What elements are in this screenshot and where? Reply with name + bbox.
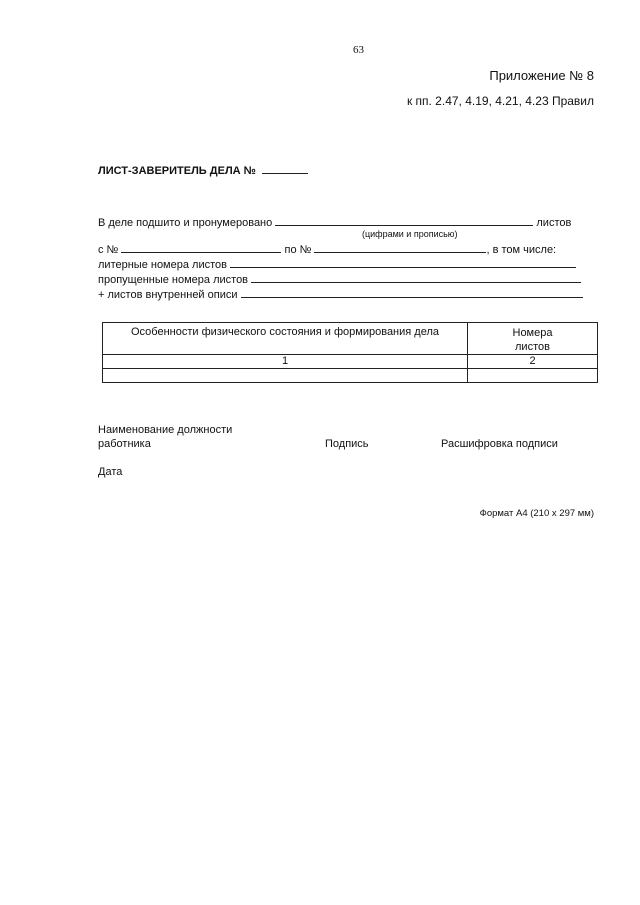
document-title-text: ЛИСТ-ЗАВЕРИТЕЛЬ ДЕЛА № bbox=[98, 165, 256, 177]
page-number: 63 bbox=[353, 44, 364, 56]
appendix-title: Приложение № 8 bbox=[489, 68, 594, 83]
range-line bbox=[98, 241, 556, 256]
signature-label: Подпись bbox=[325, 438, 369, 450]
table-cell bbox=[468, 369, 598, 383]
col-number-1: 1 bbox=[103, 355, 468, 369]
table-cell bbox=[103, 369, 468, 383]
condition-table bbox=[102, 322, 598, 383]
table-number-row bbox=[103, 355, 598, 369]
case-number-blank bbox=[262, 162, 308, 174]
filed-line bbox=[98, 214, 571, 229]
table-row bbox=[103, 369, 598, 383]
including-label: , в том числе: bbox=[486, 244, 557, 256]
inner-label: + листов внутренней описи bbox=[98, 289, 238, 301]
appendix-reference: к пп. 2.47, 4.19, 4.21, 4.23 Правил bbox=[406, 94, 594, 108]
hint-text: (цифрами и прописью) bbox=[362, 229, 458, 239]
missing-blank bbox=[251, 271, 581, 283]
position-label: Наименование должности bbox=[98, 424, 233, 436]
inner-blank bbox=[241, 286, 583, 298]
to-label: по № bbox=[284, 244, 312, 256]
missing-label: пропущенные номера листов bbox=[98, 274, 249, 286]
format-note: Формат А4 (210 х 297 мм) bbox=[479, 508, 594, 519]
to-blank bbox=[314, 241, 486, 253]
header-condition: Особенности физического состояния и формирования дела bbox=[103, 323, 468, 355]
header-sheets: Номера листов bbox=[468, 323, 598, 355]
date-label: Дата bbox=[98, 466, 123, 478]
decryption-label: Расшифровка подписи bbox=[441, 438, 558, 450]
table-header-row bbox=[103, 323, 598, 355]
position-label-2: работника bbox=[98, 438, 151, 450]
letter-blank bbox=[230, 256, 576, 268]
from-label: с № bbox=[98, 244, 119, 256]
filed-label: В деле подшито и пронумеровано bbox=[98, 217, 273, 229]
letter-label: литерные номера листов bbox=[98, 259, 227, 271]
from-blank bbox=[121, 241, 281, 253]
inner-line bbox=[98, 286, 583, 301]
letter-line bbox=[98, 256, 576, 271]
document-title bbox=[98, 162, 308, 177]
missing-line bbox=[98, 271, 581, 286]
filed-count-blank bbox=[275, 214, 533, 226]
col-number-2: 2 bbox=[468, 355, 598, 369]
sheets-suffix: листов bbox=[536, 217, 572, 229]
